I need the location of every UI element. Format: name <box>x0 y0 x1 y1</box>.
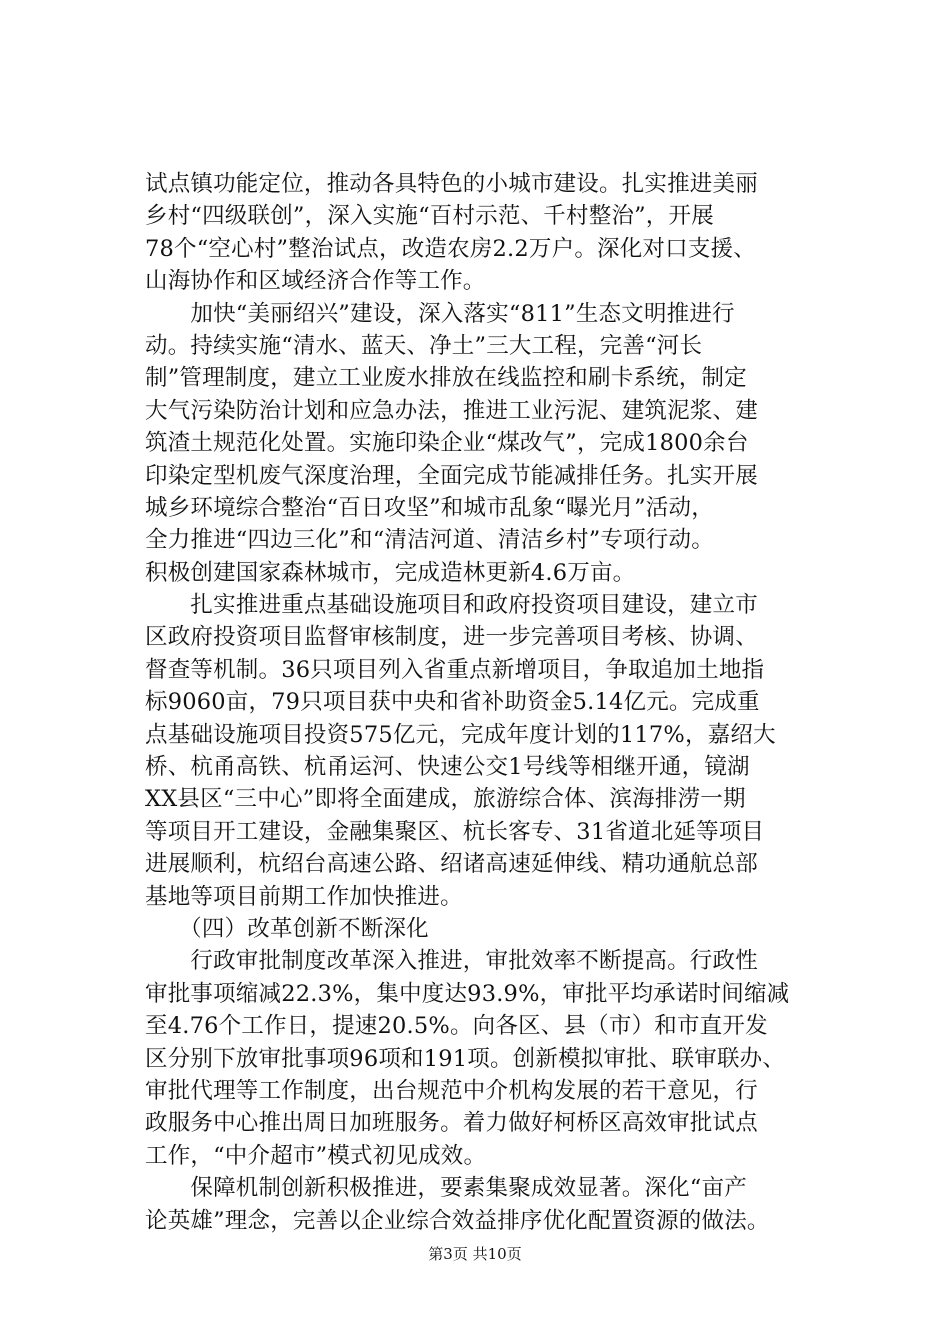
text-line: 督查等机制。36只项目列入省重点新增项目，争取追加土地指 <box>145 656 765 683</box>
text-line: 进展顺利，杭绍台高速公路、绍诸高速延伸线、精功通航总部 <box>145 851 758 878</box>
text-line: 论英雄”理念，完善以企业综合效益排序优化配置资源的做法。 <box>145 1207 770 1234</box>
text-line: 扎实推进重点基础设施项目和政府投资项目建设，建立市 <box>145 592 758 619</box>
text-line: 至4.76个工作日，提速20.5%。向各区、县（市）和市直开发 <box>145 1013 768 1040</box>
text-line: 城乡环境综合整治“百日攻坚”和城市乱象“曝光月”活动， <box>145 494 714 521</box>
text-line: 审批代理等工作制度，出台规范中介机构发展的若干意见，行 <box>145 1077 758 1104</box>
text-line: 筑渣土规范化处置。实施印染企业“煤改气”，完成1800余台 <box>145 430 749 457</box>
text-line: 乡村“四级联创”，深入实施“百村示范、千村整治”，开展 <box>145 203 714 230</box>
text-line: 政服务中心推出周日加班服务。着力做好柯桥区高效审批试点 <box>145 1110 758 1137</box>
text-line: 区政府投资项目监督审核制度，进一步完善项目考核、协调、 <box>145 624 758 651</box>
text-line: 制”管理制度，建立工业废水排放在线监控和刷卡系统，制定 <box>145 365 747 392</box>
page-number-footer: 第3页 共10页 <box>428 1245 522 1263</box>
text-line: 区分别下放审批事项96项和191项。创新模拟审批、联审联办、 <box>145 1045 786 1072</box>
section-heading: （四）改革创新不断深化 <box>145 915 429 942</box>
document-body <box>145 168 835 1237</box>
text-line: 点基础设施项目投资575亿元，完成年度计划的117%，嘉绍大 <box>145 721 776 748</box>
text-line: 积极创建国家森林城市，完成造林更新4.6万亩。 <box>145 559 636 586</box>
text-line: 等项目开工建设，金融集聚区、杭长客专、31省道北延等项目 <box>145 818 765 845</box>
text-line: 78个“空心村”整治试点，改造农房2.2万户。深化对口支援、 <box>145 235 756 262</box>
text-line: 保障机制创新积极推进，要素集聚成效显著。深化“亩产 <box>145 1175 747 1202</box>
text-line: 动。持续实施“清水、蓝天、净土”三大工程，完善“河长 <box>145 332 703 359</box>
text-line: XX县区“三中心”即将全面建成，旅游综合体、滨海排涝一期 <box>145 786 746 813</box>
text-line: 全力推进“四边三化”和“清洁河道、清洁乡村”专项行动。 <box>145 527 714 554</box>
text-line: 基地等项目前期工作加快推进。 <box>145 883 463 910</box>
text-line: 标9060亩，79只项目获中央和省补助资金5.14亿元。完成重 <box>145 689 760 716</box>
text-line: 山海协作和区域经济合作等工作。 <box>145 268 486 295</box>
text-line: 工作，“中介超市”模式初见成效。 <box>145 1142 487 1169</box>
text-line: 加快“美丽绍兴”建设，深入落实“811”生态文明推进行 <box>145 300 735 327</box>
text-line: 桥、杭甬高铁、杭甬运河、快速公交1号线等相继开通，镜湖 <box>145 754 750 781</box>
text-line: 大气污染防治计划和应急办法，推进工业污泥、建筑泥浆、建 <box>145 397 758 424</box>
text-line: 印染定型机废气深度治理，全面完成节能减排任务。扎实开展 <box>145 462 758 489</box>
text-line: 试点镇功能定位，推动各具特色的小城市建设。扎实推进美丽 <box>145 171 758 197</box>
text-line: 行政审批制度改革深入推进，审批效率不断提高。行政性 <box>145 948 758 975</box>
text-line: 审批事项缩减22.3%，集中度达93.9%，审批平均承诺时间缩减 <box>145 980 790 1007</box>
